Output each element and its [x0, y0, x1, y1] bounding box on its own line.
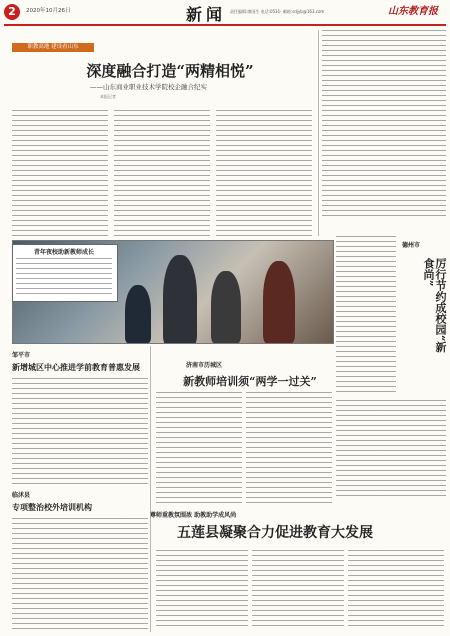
left-story-1-body: [12, 378, 148, 486]
photo-figure: [263, 261, 295, 343]
photo-caption-text: [16, 258, 112, 296]
bottom-story-body-col-2: [252, 550, 344, 630]
mid-story-body-col-1: [156, 392, 242, 504]
header-rule: [4, 24, 446, 26]
right-story-body: [336, 236, 396, 396]
bottom-story-body-col-3: [348, 550, 444, 630]
mid-story-body-col-2: [246, 392, 332, 504]
left-story-1-headline: 新增城区中心推进学前教育普惠发展: [12, 362, 140, 372]
photo-figure: [125, 285, 151, 343]
lead-subhead: ——山东商业职业技术学院校企融合纪实: [90, 83, 207, 91]
right-story-region: 德州市: [402, 242, 421, 249]
section-banner: 职教高地 建设看山东: [12, 43, 94, 52]
left-story-1-region: 邹平市: [12, 352, 31, 359]
right-story-body-lower: [336, 400, 446, 500]
photo-caption-title: 青年夜校助新教师成长: [33, 249, 94, 256]
mid-story-headline: 新教师培训须“两学一过关”: [183, 375, 317, 388]
lead-body-col-2: [114, 110, 210, 238]
bottom-story-headline: 五莲县凝聚合力促进教育大发展: [177, 525, 373, 541]
section-title: 新闻: [186, 5, 227, 24]
bottom-story-kicker: 尊师重教氛围浓 助教助学成风尚: [150, 512, 237, 519]
left-story-2-body: [12, 518, 148, 630]
photo-figure: [163, 255, 197, 344]
mid-story-region: 济南市历城区: [186, 362, 223, 369]
editor-credits: 责任编辑:廖国生 电话:0531- 邮箱:sdjyb@163.com: [230, 9, 325, 14]
masthead-logo: 山东教育报: [388, 6, 438, 17]
column-divider: [150, 346, 151, 632]
right-story-headline: 厉行节约成校园“新食尚”: [422, 258, 447, 353]
bottom-story-body-col-1: [156, 550, 248, 630]
page-number: 2: [4, 4, 20, 20]
lead-byline: 本报记者: [100, 94, 116, 99]
left-story-2-region: 临沭县: [12, 492, 31, 499]
right-body-text: [322, 30, 446, 220]
photo-figure: [211, 271, 241, 343]
left-story-2-headline: 专项整治校外培训机构: [12, 502, 92, 512]
page-date: 2020年10月26日: [26, 8, 71, 14]
lead-body-col-1: [12, 110, 108, 238]
column-divider: [318, 30, 319, 236]
lead-headline: 深度融合打造“两精相悦”: [86, 62, 254, 80]
lead-body-col-3: [216, 110, 312, 238]
